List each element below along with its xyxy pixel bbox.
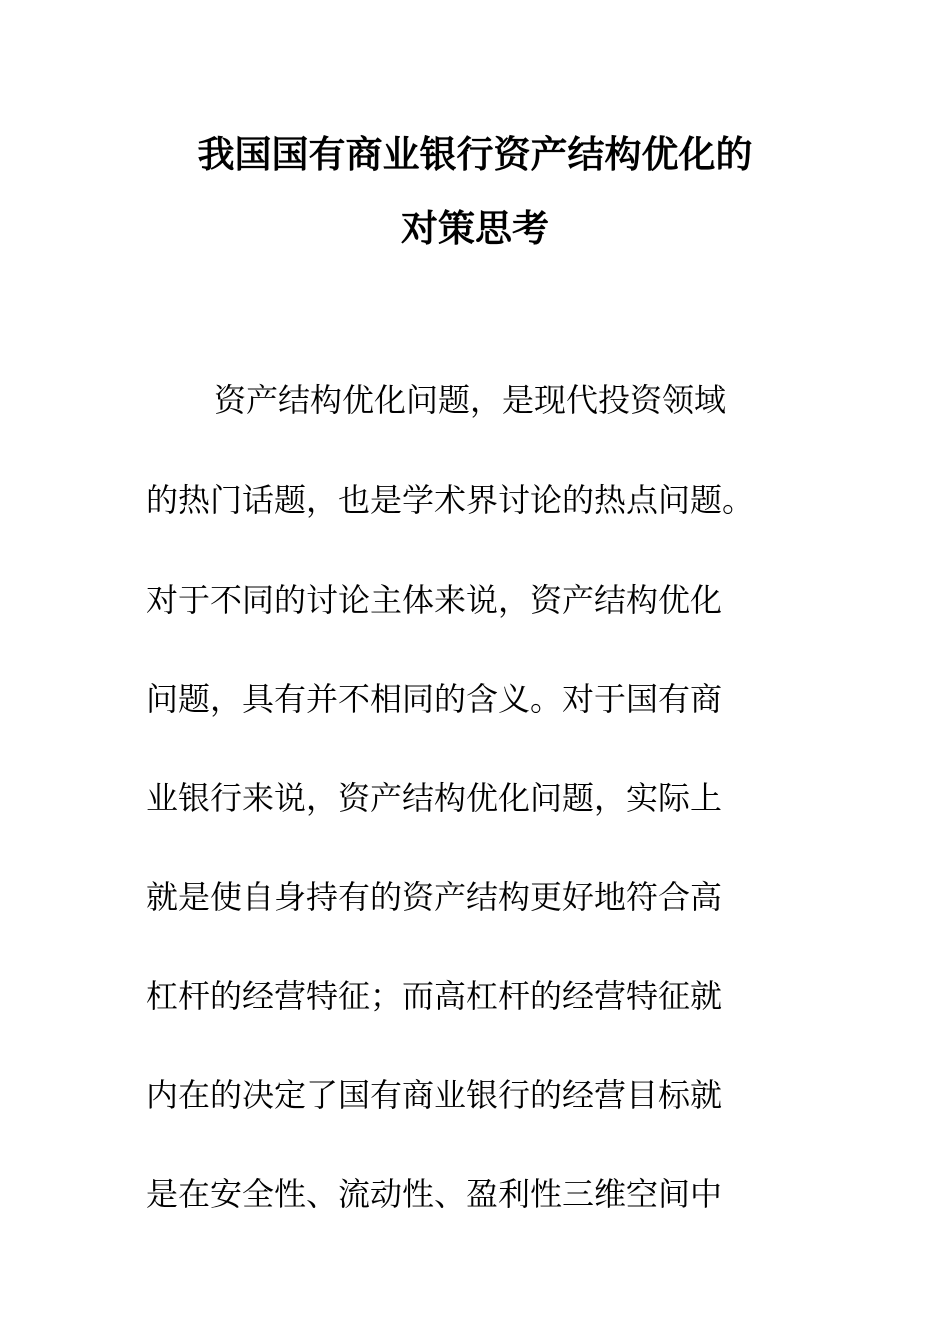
paragraph-line-9: 是在安全性、流动性、盈利性三维空间中 (146, 1175, 723, 1213)
paragraph-line-2: 的热门话题，也是学术界讨论的热点问题。 (146, 481, 755, 519)
paragraph-line-1: 资产结构优化问题，是现代投资领域 (214, 381, 727, 419)
document-title-line-1: 我国国有商业银行资产结构优化的 (197, 132, 753, 176)
paragraph-line-8: 内在的决定了国有商业银行的经营目标就 (146, 1076, 723, 1114)
paragraph-line-5: 业银行来说，资产结构优化问题，实际上 (146, 779, 723, 817)
paragraph-line-3: 对于不同的讨论主体来说，资产结构优化 (146, 581, 723, 619)
paragraph-line-4: 问题，具有并不相同的含义。对于国有商 (146, 680, 723, 718)
paragraph-line-7: 杠杆的经营特征；而高杠杆的经营特征就 (146, 977, 723, 1015)
paragraph-line-6: 就是使自身持有的资产结构更好地符合高 (146, 878, 723, 916)
document-title-line-2: 对策思考 (401, 206, 549, 250)
